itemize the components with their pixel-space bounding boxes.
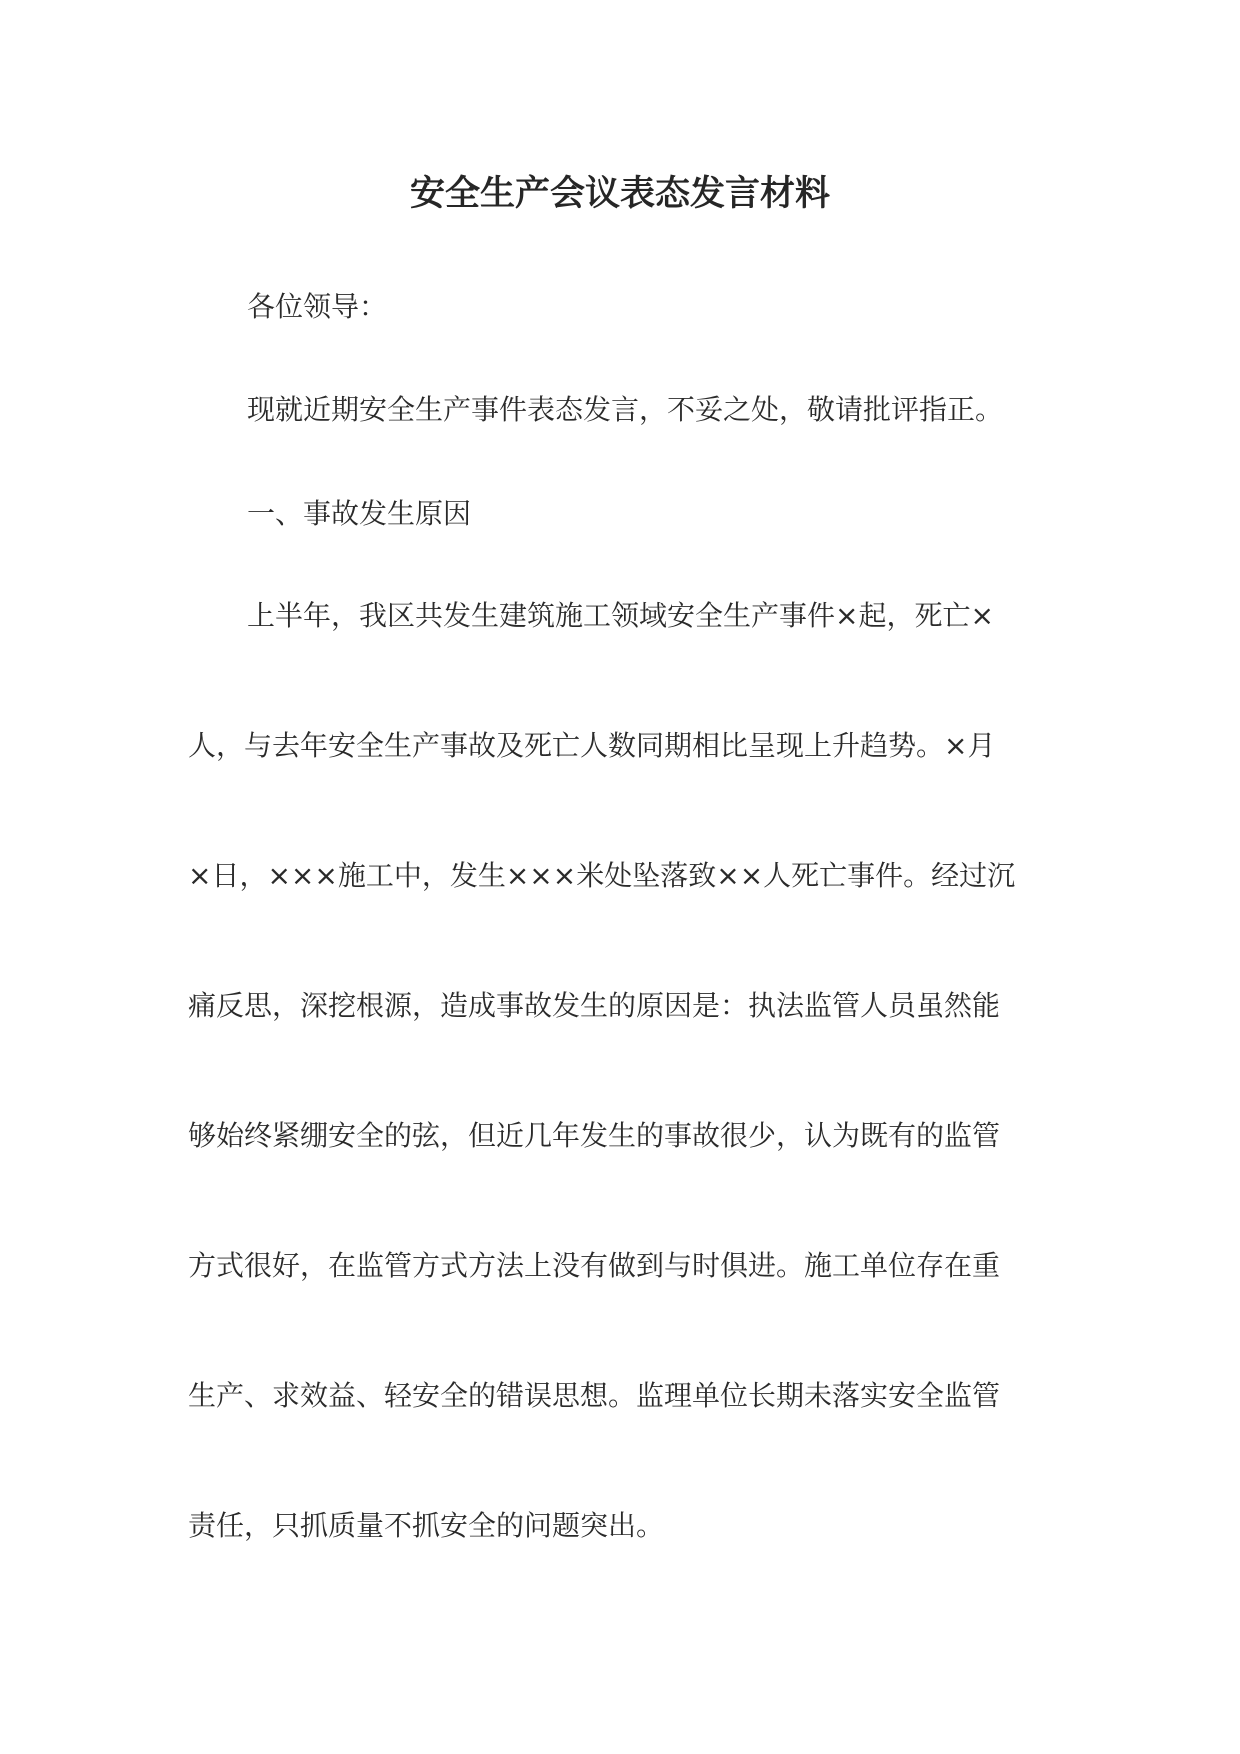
intro-paragraph: 现就近期安全生产事件表态发言，不妥之处，敬请批评指正。 xyxy=(247,393,1004,426)
body-line: 生产、求效益、轻安全的错误思想。监理单位长期未落实安全监管 xyxy=(188,1379,1001,1412)
body-line: 够始终紧绷安全的弦，但近几年发生的事故很少，认为既有的监管 xyxy=(188,1119,1001,1152)
body-line: 痛反思，深挖根源，造成事故发生的原因是：执法监管人员虽然能 xyxy=(188,989,1001,1022)
body-line: 上半年，我区共发生建筑施工领域安全生产事件×起，死亡× xyxy=(247,599,994,632)
document-title: 安全生产会议表态发言材料 xyxy=(409,174,830,214)
section-heading: 一、事故发生原因 xyxy=(247,497,472,530)
section-body xyxy=(188,596,1060,1636)
body-line: 方式很好，在监管方式方法上没有做到与时俱进。施工单位存在重 xyxy=(188,1249,1001,1282)
body-line: ×日，×××施工中，发生×××米处坠落致××人死亡事件。经过沉 xyxy=(188,859,1016,892)
greeting: 各位领导： xyxy=(247,290,388,323)
body-line: 人，与去年安全生产事故及死亡人数同期相比呈现上升趋势。×月 xyxy=(188,729,996,762)
body-line: 责任，只抓质量不抓安全的问题突出。 xyxy=(188,1509,665,1542)
